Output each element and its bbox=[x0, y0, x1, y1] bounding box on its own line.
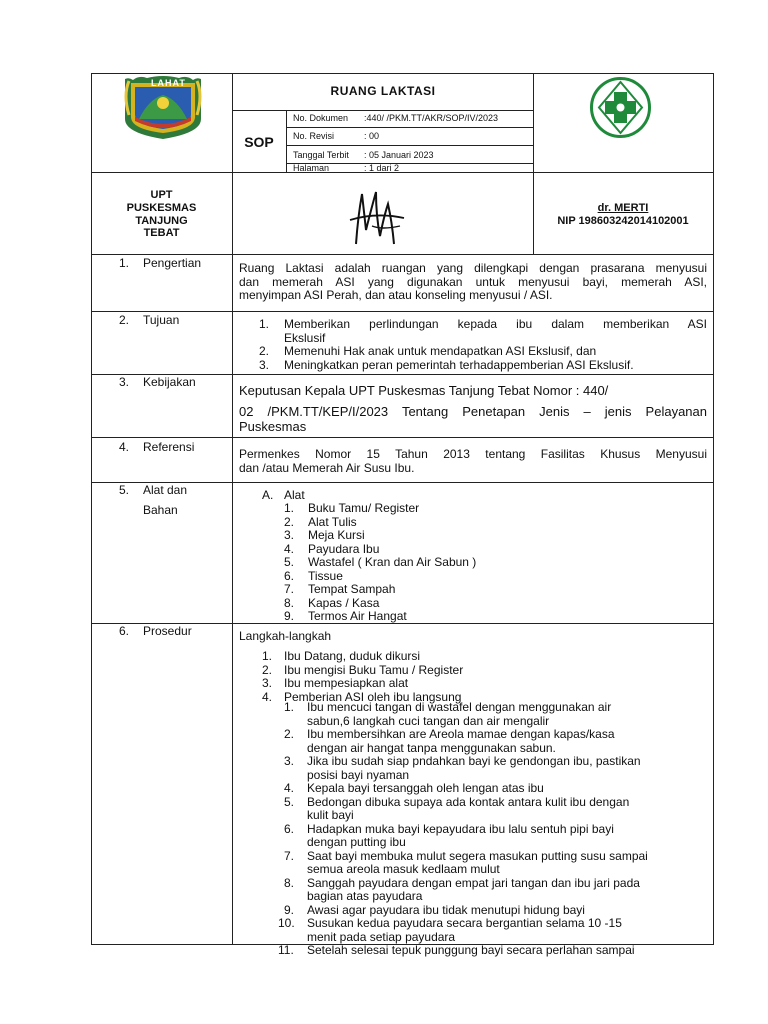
list-item bbox=[284, 728, 704, 755]
section-content bbox=[239, 380, 707, 437]
list-text: Wastafel ( Kran dan Air Sabun ) bbox=[308, 555, 477, 569]
list-number: 8. bbox=[284, 875, 295, 890]
list-item bbox=[259, 359, 707, 373]
list-text: Ibu Datang, duduk dikursi bbox=[284, 649, 421, 663]
list-text: Setelah selesai tepuk punggung bayi secara perlahan sampai bbox=[307, 943, 635, 957]
list-text: semua areola masuk kedlaam mulut bbox=[307, 862, 500, 876]
section-number: 1. bbox=[119, 256, 130, 270]
list-item bbox=[284, 583, 704, 597]
list-number: 3. bbox=[284, 754, 295, 768]
list-number: 7. bbox=[284, 848, 295, 863]
list-item bbox=[284, 796, 704, 823]
section-number: 3. bbox=[119, 375, 130, 389]
list-text: Sanggah payudara dengan empat jari tangan dan ibu jari pada bbox=[307, 875, 640, 890]
list-text: dengan air hangat tanpa menggunakan sabun. bbox=[307, 740, 556, 755]
list-number: 3. bbox=[262, 676, 273, 690]
list-text: Awasi agar payudara ibu tidak menutupi hidung bayi bbox=[307, 902, 585, 917]
list-item bbox=[278, 916, 704, 944]
list-number: 9. bbox=[284, 609, 295, 623]
list-text: posisi bayi nyaman bbox=[307, 767, 410, 782]
list-text: Ibu mempesiapkan alat bbox=[284, 676, 409, 690]
page-label: Halaman bbox=[293, 163, 330, 173]
list-item bbox=[284, 556, 704, 570]
list-text: Payudara Ibu bbox=[308, 541, 380, 556]
alat-list bbox=[284, 502, 704, 624]
list-number: 11. bbox=[278, 943, 294, 957]
list-number: 1. bbox=[284, 700, 295, 714]
list-text: Bedongan dibuka supaya ada kontak antara kulit ibu dengan bbox=[307, 794, 630, 809]
list-text: Ibu mencuci tangan di wastafel dengan menggunakan air bbox=[307, 700, 612, 714]
section-number: 2. bbox=[119, 313, 130, 327]
paragraph-line: dan memerah ASI yang digunakan untuk menyusui bayi, memerah ASI, bbox=[239, 274, 707, 289]
list-text: Tempat Sampah bbox=[308, 582, 396, 596]
section-label: Pengertian bbox=[143, 256, 202, 270]
list-number: 2. bbox=[284, 727, 295, 741]
list-number: 3. bbox=[259, 357, 270, 372]
list-item bbox=[262, 650, 702, 664]
list-text: dengan putting ibu bbox=[307, 835, 406, 849]
list-text: Saat bayi membuka mulut segera masukan putting susu sampai bbox=[307, 848, 648, 863]
section-content bbox=[239, 262, 707, 303]
list-text: Buku Tamu/ Register bbox=[308, 501, 420, 515]
paragraph-line: Ruang Laktasi adalah ruangan yang dilengkapi dengan prasarana menyusui bbox=[239, 261, 707, 275]
list-number: 1. bbox=[262, 649, 273, 663]
procedure-steps bbox=[262, 650, 702, 704]
group-letter: A. bbox=[262, 488, 274, 502]
list-item bbox=[284, 610, 704, 624]
list-text: Kepala bayi tersanggah oleh lengan atas ibu bbox=[307, 781, 544, 795]
list-item bbox=[284, 543, 704, 557]
list-text: Jika ibu sudah siap pndahkan bayi ke gendongan ibu, pastikan bbox=[307, 754, 641, 768]
list-text: sabun,6 langkah cuci tangan dan air mengalir bbox=[307, 713, 550, 728]
list-item bbox=[262, 664, 702, 678]
group-label: Alat bbox=[284, 488, 305, 502]
section-label: Bahan bbox=[143, 503, 178, 517]
paragraph-line: dan /atau Memerah Air Susu Ibu. bbox=[239, 460, 415, 475]
list-item bbox=[259, 318, 707, 345]
section-content bbox=[259, 318, 707, 372]
logo-text: LAHAT bbox=[151, 78, 186, 88]
paragraph-line: Permenkes Nomor 15 Tahun 2013 tentang Fasilitas Khusus Menyusui bbox=[239, 447, 707, 461]
list-number: 4. bbox=[262, 689, 273, 704]
list-number: 2. bbox=[262, 662, 273, 677]
list-number: 1. bbox=[284, 501, 295, 515]
list-item bbox=[259, 345, 707, 359]
procedure-intro: Langkah-langkah bbox=[239, 629, 332, 643]
sop-label: SOP bbox=[244, 134, 274, 150]
org-line: UPT bbox=[150, 189, 173, 201]
section-label: Tujuan bbox=[143, 313, 180, 327]
list-text: Termos Air Hangat bbox=[308, 609, 407, 623]
list-item bbox=[284, 701, 704, 728]
list-number: 8. bbox=[284, 595, 295, 610]
issue-date-value: : 05 Januari 2023 bbox=[364, 150, 434, 160]
list-item bbox=[284, 597, 704, 611]
doc-number-value: :440/ /PKM.TT/AKR/SOP/IV/2023 bbox=[364, 113, 499, 123]
list-item bbox=[284, 877, 704, 904]
list-number: 9. bbox=[284, 902, 295, 917]
list-number: 1. bbox=[259, 317, 270, 331]
page-value: : 1 dari 2 bbox=[364, 163, 400, 173]
signatory-nip: NIP 198603242014102001 bbox=[557, 215, 689, 227]
org-line: TANJUNG bbox=[135, 215, 188, 227]
list-number: 2. bbox=[284, 514, 295, 529]
list-item bbox=[284, 782, 704, 796]
org-line: PUSKESMAS bbox=[126, 202, 197, 214]
list-text: Hadapkan muka bayi kepayudara ibu lalu sentuh pipi bayi bbox=[307, 821, 614, 836]
section-number: 6. bbox=[119, 624, 130, 638]
list-item bbox=[284, 755, 704, 782]
list-text: Ibu membersihkan are Areola mamae dengan kapas/kasa bbox=[307, 727, 615, 741]
list-text: kulit bayi bbox=[307, 808, 354, 822]
puskesmas-logo bbox=[575, 76, 666, 139]
list-item bbox=[284, 516, 704, 530]
list-text: menit pada setiap payudara bbox=[307, 929, 456, 944]
list-number: 2. bbox=[259, 344, 270, 358]
signature bbox=[342, 186, 412, 254]
paragraph-line: Keputusan Kepala UPT Puskesmas Tanjung Tebat Nomor : 440/ bbox=[239, 383, 609, 398]
lahat-regency-logo bbox=[119, 75, 207, 141]
list-text: Pemberian ASI oleh ibu langsung bbox=[284, 689, 462, 704]
paragraph-line: menyimpan ASI Perah, dan atau konseling menyusui / ASI. bbox=[239, 288, 553, 302]
page-title: RUANG LAKTASI bbox=[330, 84, 436, 98]
list-item bbox=[284, 850, 704, 877]
list-text: Alat Tulis bbox=[308, 514, 357, 529]
list-number: 4. bbox=[284, 781, 295, 795]
list-item bbox=[278, 943, 704, 958]
list-number: 3. bbox=[284, 528, 295, 542]
section-label: Prosedur bbox=[143, 624, 192, 638]
section-label: Alat dan bbox=[143, 483, 188, 497]
signatory-name: dr. MERTI bbox=[597, 202, 649, 214]
paragraph-line: 02 /PKM.TT/KEP/I/2023 Tentang Penetapan Jenis – jenis Pelayanan bbox=[239, 404, 707, 419]
list-text: Tissue bbox=[308, 568, 343, 583]
list-text: Susukan kedua payudara secara bergantian selama 10 -15 bbox=[307, 916, 622, 930]
list-text: Ibu mengisi Buku Tamu / Register bbox=[284, 662, 464, 677]
list-number: 7. bbox=[284, 582, 295, 596]
list-item bbox=[284, 570, 704, 584]
section-content bbox=[239, 448, 707, 475]
list-text: Ekslusif bbox=[284, 330, 326, 345]
paragraph-line: Puskesmas bbox=[239, 419, 307, 434]
list-item bbox=[262, 677, 702, 691]
list-number: 6. bbox=[284, 821, 295, 836]
section-number: 5. bbox=[119, 483, 130, 497]
list-number: 5. bbox=[284, 555, 295, 569]
revision-value: : 00 bbox=[364, 131, 380, 141]
list-text: Kapas / Kasa bbox=[308, 595, 380, 610]
list-number: 6. bbox=[284, 568, 295, 583]
list-text: Meja Kursi bbox=[308, 528, 365, 542]
list-number: 5. bbox=[284, 794, 295, 809]
list-text: bagian atas payudara bbox=[307, 889, 423, 903]
list-text: Memberikan perlindungan kepada ibu dalam memberikan ASI bbox=[284, 317, 707, 331]
section-label: Kebijakan bbox=[143, 375, 196, 389]
list-number: 4. bbox=[284, 541, 295, 556]
list-item bbox=[284, 904, 704, 918]
procedure-substeps bbox=[278, 700, 704, 958]
org-line: TEBAT bbox=[143, 227, 180, 239]
doc-number-label: No. Dokumen bbox=[293, 113, 349, 123]
revision-label: No. Revisi bbox=[293, 131, 335, 141]
list-text: Memenuhi Hak anak untuk mendapatkan ASI Ekslusif, dan bbox=[284, 344, 597, 358]
list-number: 10. bbox=[278, 916, 295, 930]
list-item bbox=[284, 502, 704, 516]
list-item bbox=[284, 529, 704, 543]
list-text: Meningkatkan peran pemerintah terhadappemberian ASI Ekslusif. bbox=[284, 357, 634, 372]
list-item bbox=[284, 823, 704, 850]
issue-date-label: Tanggal Terbit bbox=[293, 150, 349, 160]
section-number: 4. bbox=[119, 440, 130, 454]
section-label: Referensi bbox=[143, 440, 195, 454]
